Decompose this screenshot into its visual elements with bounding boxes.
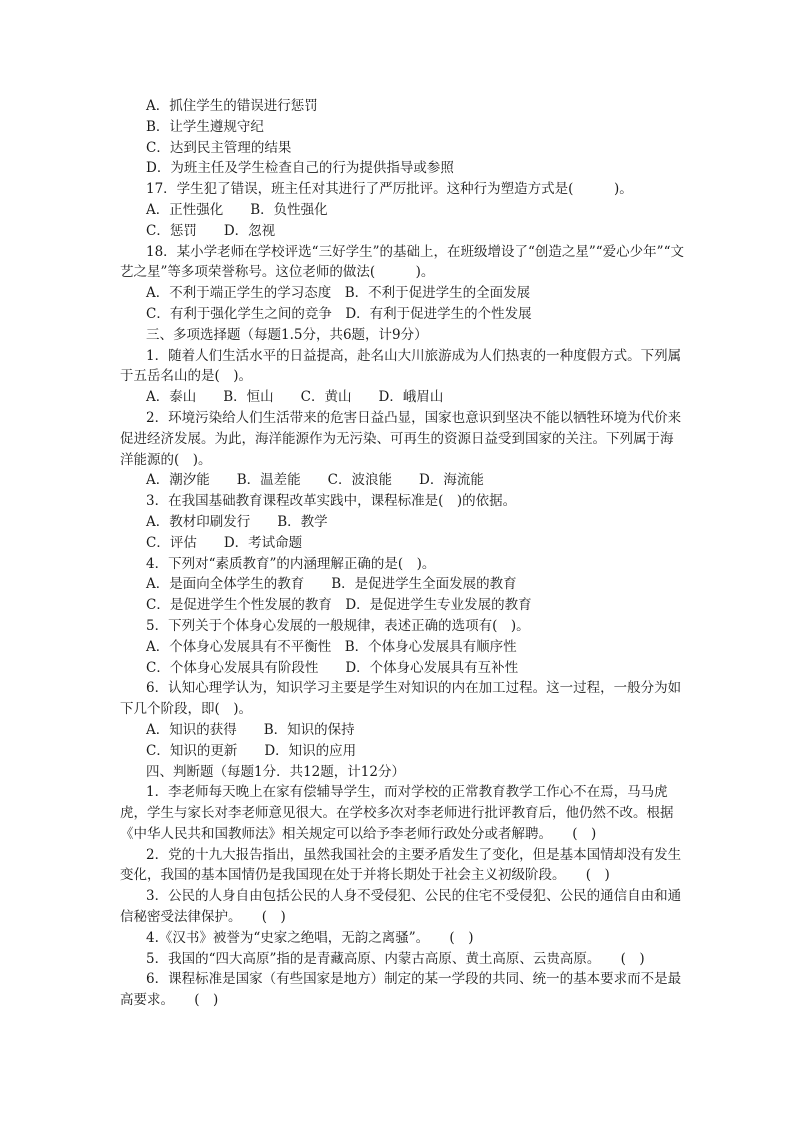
- answer-option: A．正性强化 B．负性强化: [146, 201, 328, 218]
- answer-option: C．知识的更新 D．知识的应用: [146, 742, 357, 759]
- question-text: 3．在我国基础教育课程改革实践中，课程标准是( )的依据。: [146, 493, 517, 510]
- answer-option: A．泰山 B．恒山 C．黄山 D．峨眉山: [146, 389, 444, 406]
- answer-option: C．是促进学生个性发展的教育 D．是促进学生专业发展的教育: [146, 597, 532, 614]
- answer-option: A．知识的获得 B．知识的保持: [146, 721, 355, 738]
- answer-option: C．有利于强化学生之间的竞争 D．有利于促进学生的个性发展: [146, 305, 532, 322]
- question-text: 1．随着人们生活水平的日益提高，赴名山大川旅游成为人们热衷的一种度假方式。下列属于五岳名山的是( )。: [120, 347, 682, 385]
- answer-option: C．达到民主管理的结果: [146, 139, 292, 156]
- answer-option: C．评估 D．考试命题: [146, 534, 303, 551]
- question-text: 6．认知心理学认为，知识学习主要是学生对知识的内在加工过程。这一过程，一般分为如下几个阶段，即( )。: [120, 680, 682, 718]
- section-heading: 三、多项选择题（每题1.5分，共6题，计9分）: [146, 326, 428, 343]
- answer-option: A．抓住学生的错误进行惩罚: [146, 98, 318, 114]
- answer-option: B．让学生遵规守纪: [146, 118, 264, 135]
- answer-option: A．个体身心发展具有不平衡性 B．个体身心发展具有顺序性: [146, 638, 517, 655]
- answer-option: C．个体身心发展具有阶段性 D．个体身心发展具有互补性: [146, 659, 519, 676]
- section-heading: 四、判断题（每题1分．共12题，计12分）: [146, 763, 405, 780]
- question-text: 4.《汉书》被誉为“史家之绝唱，无韵之离骚”。 ( ): [146, 929, 474, 946]
- question-text: 5．我国的“四大高原”指的是青藏高原、内蒙古高原、黄土高原、云贵高原。 ( ): [146, 950, 645, 967]
- page-body: [120, 96, 686, 1011]
- answer-option: A．潮汐能 B．温差能 C．波浪能 D．海流能: [146, 472, 484, 489]
- question-text: 6．课程标准是国家（有些国家是地方）制定的某一学段的共同、统一的基本要求而不是最高要求。 ( ): [120, 971, 682, 1009]
- answer-option: A．不利于端正学生的学习态度 B．不利于促进学生的全面发展: [146, 285, 531, 302]
- question-text: 4．下列对“素质教育”的内涵理解正确的是( )。: [146, 555, 436, 572]
- question-text: 2．环境污染给人们生活带来的危害日益凸显，国家也意识到坚决不能以牺牲环境为代价来促进经济发展。为此，海洋能源作为无污染、可再生的资源日益受到国家的关注。下列属于海洋能源的( )。: [120, 409, 682, 468]
- answer-option: C．惩罚 D．忽视: [146, 222, 276, 239]
- answer-option: A．是面向全体学生的教育 B．是促进学生全面发展的教育: [146, 576, 517, 593]
- answer-option: D．为班主任及学生检查自己的行为提供指导或参照: [146, 160, 454, 177]
- question-text: 3．公民的人身自由包括公民的人身不受侵犯、公民的住宅不受侵犯、公民的通信自由和通信秘密受法律保护。 ( ): [120, 888, 682, 926]
- question-text: 5．下列关于个体身心发展的一般规律，表述正确的选项有( )。: [146, 617, 530, 634]
- question-text: 2．党的十九大报告指出，虽然我国社会的主要矛盾发生了变化，但是基本国情却没有发生变化，我国的基本国情仍是我国现在处于并将长期处于社会主义初级阶段。 ( ): [120, 846, 682, 884]
- question-text: 17．学生犯了错误，班主任对其进行了严厉批评。这种行为塑造方式是( )。: [146, 181, 633, 198]
- answer-option: A．教材印刷发行 B．教学: [146, 513, 328, 530]
- question-text: 1．李老师每天晚上在家有偿辅导学生，而对学校的正常教育教学工作心不在焉，马马虎虎，学生与家长对李老师意见很大。在学校多次对李老师进行批评教育后，他仍然不改。根据《中华人民共和国教师法》相关规定可以给予李老师行政处分或者解聘。 ( ): [120, 784, 674, 842]
- question-text: 18．某小学老师在学校评选“三好学生”的基础上，在班级增设了“创造之星”“爱心少年”“文艺之星”等多项荣誉称号。这位老师的做法( )。: [120, 243, 684, 281]
